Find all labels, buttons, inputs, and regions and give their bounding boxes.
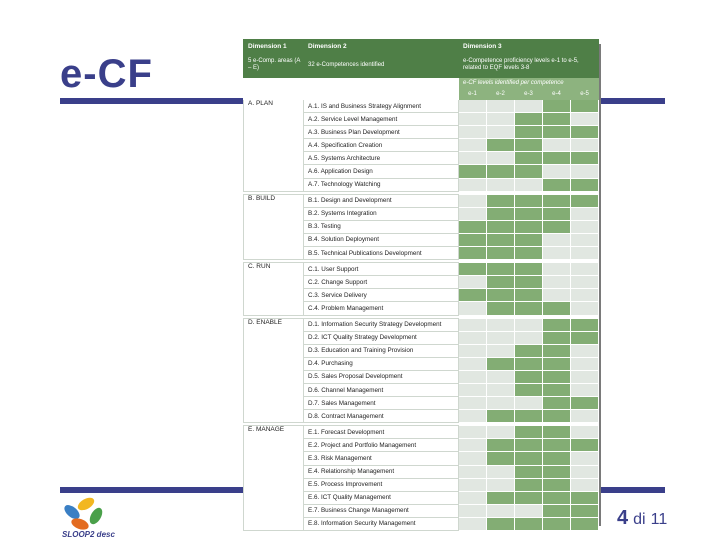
level-cell-e1 — [459, 410, 487, 423]
level-cell-e5 — [571, 357, 599, 370]
level-cell-e4 — [543, 276, 571, 289]
level-cell-e5 — [571, 302, 599, 315]
competence-label: A.2. Service Level Management — [304, 113, 459, 126]
level-cell-e5 — [571, 383, 599, 396]
competence-label: D.6. Channel Management — [304, 383, 459, 396]
level-cell-e4 — [543, 220, 571, 233]
level-cell-e2 — [487, 318, 515, 331]
level-cell-e1 — [459, 397, 487, 410]
level-cell-e5 — [571, 397, 599, 410]
level-cell-e4 — [543, 517, 571, 530]
level-cell-e1 — [459, 370, 487, 383]
level-cell-e4 — [543, 383, 571, 396]
level-cell-e2 — [487, 383, 515, 396]
level-cell-e1 — [459, 247, 487, 260]
competence-label: A.3. Business Plan Development — [304, 126, 459, 139]
level-cell-e4 — [543, 302, 571, 315]
level-cell-e1 — [459, 344, 487, 357]
level-cell-e5 — [571, 152, 599, 165]
competence-row — [244, 100, 599, 113]
level-cell-e5 — [571, 139, 599, 152]
competence-label: E.7. Business Change Management — [304, 504, 459, 517]
level-cell-e4 — [543, 263, 571, 276]
title-rule-left — [60, 98, 243, 104]
level-cell-e1 — [459, 383, 487, 396]
level-cell-e4 — [543, 165, 571, 178]
level-cell-e5 — [571, 465, 599, 478]
level-cell-e2 — [487, 139, 515, 152]
level-cell-e3 — [515, 289, 543, 302]
level-cell-e4 — [543, 452, 571, 465]
blank-cell — [244, 89, 304, 100]
area-label: D. ENABLE — [244, 318, 304, 423]
level-cell-e3 — [515, 139, 543, 152]
level-cell-e1 — [459, 439, 487, 452]
level-cell-e1 — [459, 318, 487, 331]
level-cell-e2 — [487, 165, 515, 178]
level-cell-e5 — [571, 452, 599, 465]
level-cell-e3 — [515, 383, 543, 396]
competence-row — [244, 194, 599, 207]
level-cell-e1 — [459, 207, 487, 220]
competence-label: D.1. Information Security Strategy Development — [304, 318, 459, 331]
level-cell-e2 — [487, 491, 515, 504]
competence-label: D.2. ICT Quality Strategy Development — [304, 331, 459, 344]
competence-label: B.3. Testing — [304, 220, 459, 233]
level-cell-e5 — [571, 426, 599, 439]
level-cell-e2 — [487, 207, 515, 220]
level-cell-e1 — [459, 139, 487, 152]
level-cell-e4 — [543, 491, 571, 504]
competence-label: D.5. Sales Proposal Development — [304, 370, 459, 383]
header-dimension-1: Dimension 1 — [244, 40, 304, 53]
level-cell-e1 — [459, 478, 487, 491]
level-cell-e3 — [515, 233, 543, 246]
level-cell-e4 — [543, 318, 571, 331]
level-cell-e4 — [543, 178, 571, 191]
competence-label: E.6. ICT Quality Management — [304, 491, 459, 504]
level-cell-e3 — [515, 207, 543, 220]
level-cell-e2 — [487, 152, 515, 165]
blank-cell — [304, 78, 459, 89]
page-total: 11 — [650, 511, 668, 528]
logo-figure-icon — [62, 495, 105, 532]
level-cell-e1 — [459, 357, 487, 370]
page-number — [617, 507, 667, 530]
level-cell-e4 — [543, 465, 571, 478]
level-cell-e2 — [487, 289, 515, 302]
level-cell-e4 — [543, 478, 571, 491]
level-cell-e4 — [543, 357, 571, 370]
competence-label: D.3. Education and Training Provision — [304, 344, 459, 357]
level-cell-e2 — [487, 331, 515, 344]
competence-label: C.4. Problem Management — [304, 302, 459, 315]
level-cell-e3 — [515, 465, 543, 478]
competence-label: D.8. Contract Management — [304, 410, 459, 423]
level-cell-e3 — [515, 113, 543, 126]
level-cell-e3 — [515, 194, 543, 207]
competence-label: E.4. Relationship Management — [304, 465, 459, 478]
level-cell-e5 — [571, 165, 599, 178]
level-cell-e1 — [459, 220, 487, 233]
competence-label: C.3. Service Delivery — [304, 289, 459, 302]
level-cell-e5 — [571, 194, 599, 207]
level-cell-e2 — [487, 178, 515, 191]
level-cell-e3 — [515, 100, 543, 113]
level-cell-e1 — [459, 152, 487, 165]
level-cell-e3 — [515, 478, 543, 491]
level-cell-e3 — [515, 302, 543, 315]
level-cell-e5 — [571, 344, 599, 357]
level-cell-e5 — [571, 233, 599, 246]
level-cell-e5 — [571, 370, 599, 383]
competence-label: D.7. Sales Management — [304, 397, 459, 410]
level-cell-e5 — [571, 331, 599, 344]
level-cell-e1 — [459, 289, 487, 302]
level-cell-e4 — [543, 152, 571, 165]
level-cell-e1 — [459, 263, 487, 276]
level-cell-e4 — [543, 207, 571, 220]
level-cell-e3 — [515, 491, 543, 504]
competence-label: E.2. Project and Portfolio Management — [304, 439, 459, 452]
level-cell-e1 — [459, 113, 487, 126]
level-cell-e2 — [487, 465, 515, 478]
level-cell-e1 — [459, 465, 487, 478]
area-label: E. MANAGE — [244, 426, 304, 531]
page-current: 4 — [617, 507, 629, 529]
ecf-competence-table — [243, 39, 599, 531]
level-cell-e3 — [515, 410, 543, 423]
level-cell-e4 — [543, 126, 571, 139]
level-cell-e2 — [487, 126, 515, 139]
level-cell-e1 — [459, 302, 487, 315]
level-cell-e2 — [487, 194, 515, 207]
subheader-areas: 5 e-Comp. areas (A – E) — [244, 53, 304, 78]
competence-row — [244, 318, 599, 331]
level-cell-e4 — [543, 397, 571, 410]
level-cell-e3 — [515, 220, 543, 233]
level-cell-e1 — [459, 194, 487, 207]
blank-cell — [304, 89, 459, 100]
level-cell-e5 — [571, 100, 599, 113]
competence-row — [244, 426, 599, 439]
level-cell-e5 — [571, 126, 599, 139]
level-cell-e3 — [515, 370, 543, 383]
level-cell-e3 — [515, 397, 543, 410]
level-cell-e3 — [515, 247, 543, 260]
level-cell-e1 — [459, 452, 487, 465]
header-dimension-3: Dimension 3 — [459, 40, 599, 53]
level-cell-e5 — [571, 113, 599, 126]
level-cell-e4 — [543, 331, 571, 344]
level-cell-e2 — [487, 344, 515, 357]
page-separator: di — [633, 511, 646, 528]
level-cell-e4 — [543, 344, 571, 357]
level-cell-e1 — [459, 504, 487, 517]
level-cell-e4 — [543, 139, 571, 152]
level-cell-e3 — [515, 357, 543, 370]
competence-label: A.5. Systems Architecture — [304, 152, 459, 165]
level-cell-e2 — [487, 357, 515, 370]
subheader-competences: 32 e-Competences identified — [304, 53, 459, 78]
competence-label: A.7. Technology Watching — [304, 178, 459, 191]
level-cell-e1 — [459, 517, 487, 530]
level-cell-e3 — [515, 504, 543, 517]
level-cell-e4 — [543, 247, 571, 260]
level-cell-e3 — [515, 126, 543, 139]
level-cell-e1 — [459, 178, 487, 191]
levels-caption: e-CF levels identified per competence — [459, 78, 599, 89]
level-cell-e5 — [571, 276, 599, 289]
competence-label: A.6. Application Design — [304, 165, 459, 178]
level-cell-e3 — [515, 165, 543, 178]
level-cell-e5 — [571, 504, 599, 517]
level-cell-e2 — [487, 276, 515, 289]
level-cell-e5 — [571, 517, 599, 530]
level-cell-e2 — [487, 452, 515, 465]
competence-label: D.4. Purchasing — [304, 357, 459, 370]
level-cell-e1 — [459, 331, 487, 344]
slide-title: e-CF — [60, 52, 153, 96]
level-cell-e3 — [515, 178, 543, 191]
bottom-rule-right — [597, 487, 665, 493]
level-cell-e2 — [487, 113, 515, 126]
level-cell-e5 — [571, 247, 599, 260]
level-cell-e1 — [459, 126, 487, 139]
competence-label: E.5. Process Improvement — [304, 478, 459, 491]
level-cell-e1 — [459, 276, 487, 289]
level-cell-e5 — [571, 289, 599, 302]
level-cell-e5 — [571, 318, 599, 331]
level-cell-e2 — [487, 410, 515, 423]
level-cell-e5 — [571, 263, 599, 276]
level-cell-e4 — [543, 439, 571, 452]
competence-label: B.4. Solution Deployment — [304, 233, 459, 246]
level-cell-e3 — [515, 426, 543, 439]
level-cell-e3 — [515, 263, 543, 276]
level-cell-e2 — [487, 302, 515, 315]
competence-label: B.5. Technical Publications Development — [304, 247, 459, 260]
logo-text: SLOOP2 desc — [62, 530, 115, 539]
level-cell-e4 — [543, 289, 571, 302]
header-dimension-2: Dimension 2 — [304, 40, 459, 53]
level-cell-e3 — [515, 439, 543, 452]
level-cell-e3 — [515, 276, 543, 289]
area-label: C. RUN — [244, 263, 304, 315]
level-cell-e4 — [543, 504, 571, 517]
area-label: A. PLAN — [244, 100, 304, 192]
level-cell-e3 — [515, 517, 543, 530]
level-cell-e5 — [571, 478, 599, 491]
level-cell-e5 — [571, 410, 599, 423]
level-cell-e2 — [487, 397, 515, 410]
level-cell-e2 — [487, 247, 515, 260]
area-label: B. BUILD — [244, 194, 304, 259]
competence-label: A.1. IS and Business Strategy Alignment — [304, 100, 459, 113]
competence-label: E.8. Information Security Management — [304, 517, 459, 530]
level-cell-e2 — [487, 478, 515, 491]
level-cell-e1 — [459, 233, 487, 246]
competence-label: E.3. Risk Management — [304, 452, 459, 465]
level-cell-e5 — [571, 491, 599, 504]
level-cell-e4 — [543, 410, 571, 423]
level-cell-e1 — [459, 165, 487, 178]
level-cell-e4 — [543, 370, 571, 383]
level-cell-e2 — [487, 504, 515, 517]
level-cell-e3 — [515, 344, 543, 357]
level-cell-e2 — [487, 439, 515, 452]
level-cell-e3 — [515, 318, 543, 331]
level-cell-e2 — [487, 517, 515, 530]
competence-label: C.2. Change Support — [304, 276, 459, 289]
blank-cell — [244, 78, 304, 89]
level-cell-e5 — [571, 220, 599, 233]
level-cell-e2 — [487, 220, 515, 233]
level-cell-e1 — [459, 100, 487, 113]
level-cell-e4 — [543, 113, 571, 126]
level-cell-e2 — [487, 263, 515, 276]
level-cell-e4 — [543, 233, 571, 246]
level-cell-e3 — [515, 152, 543, 165]
competence-label: B.2. Systems Integration — [304, 207, 459, 220]
level-cell-e2 — [487, 426, 515, 439]
level-cell-e2 — [487, 100, 515, 113]
level-cell-e3 — [515, 331, 543, 344]
level-cell-e1 — [459, 491, 487, 504]
level-cell-e4 — [543, 426, 571, 439]
level-cell-e5 — [571, 207, 599, 220]
title-rule-right — [597, 98, 665, 104]
level-label-e3: e-3 — [515, 89, 543, 100]
level-cell-e1 — [459, 426, 487, 439]
subheader-levels: e-Competence proficiency levels e-1 to e-5, related to EQF levels 3-8 — [459, 53, 599, 78]
level-label-e2: e-2 — [487, 89, 515, 100]
competence-row — [244, 263, 599, 276]
level-label-e5: e-5 — [571, 89, 599, 100]
level-cell-e5 — [571, 439, 599, 452]
level-cell-e4 — [543, 100, 571, 113]
level-label-e1: e-1 — [459, 89, 487, 100]
competence-label: B.1. Design and Development — [304, 194, 459, 207]
competence-label: A.4. Specification Creation — [304, 139, 459, 152]
level-label-e4: e-4 — [543, 89, 571, 100]
competence-label: E.1. Forecast Development — [304, 426, 459, 439]
level-cell-e2 — [487, 370, 515, 383]
level-cell-e3 — [515, 452, 543, 465]
competence-label: C.1. User Support — [304, 263, 459, 276]
level-cell-e4 — [543, 194, 571, 207]
level-cell-e5 — [571, 178, 599, 191]
level-cell-e2 — [487, 233, 515, 246]
